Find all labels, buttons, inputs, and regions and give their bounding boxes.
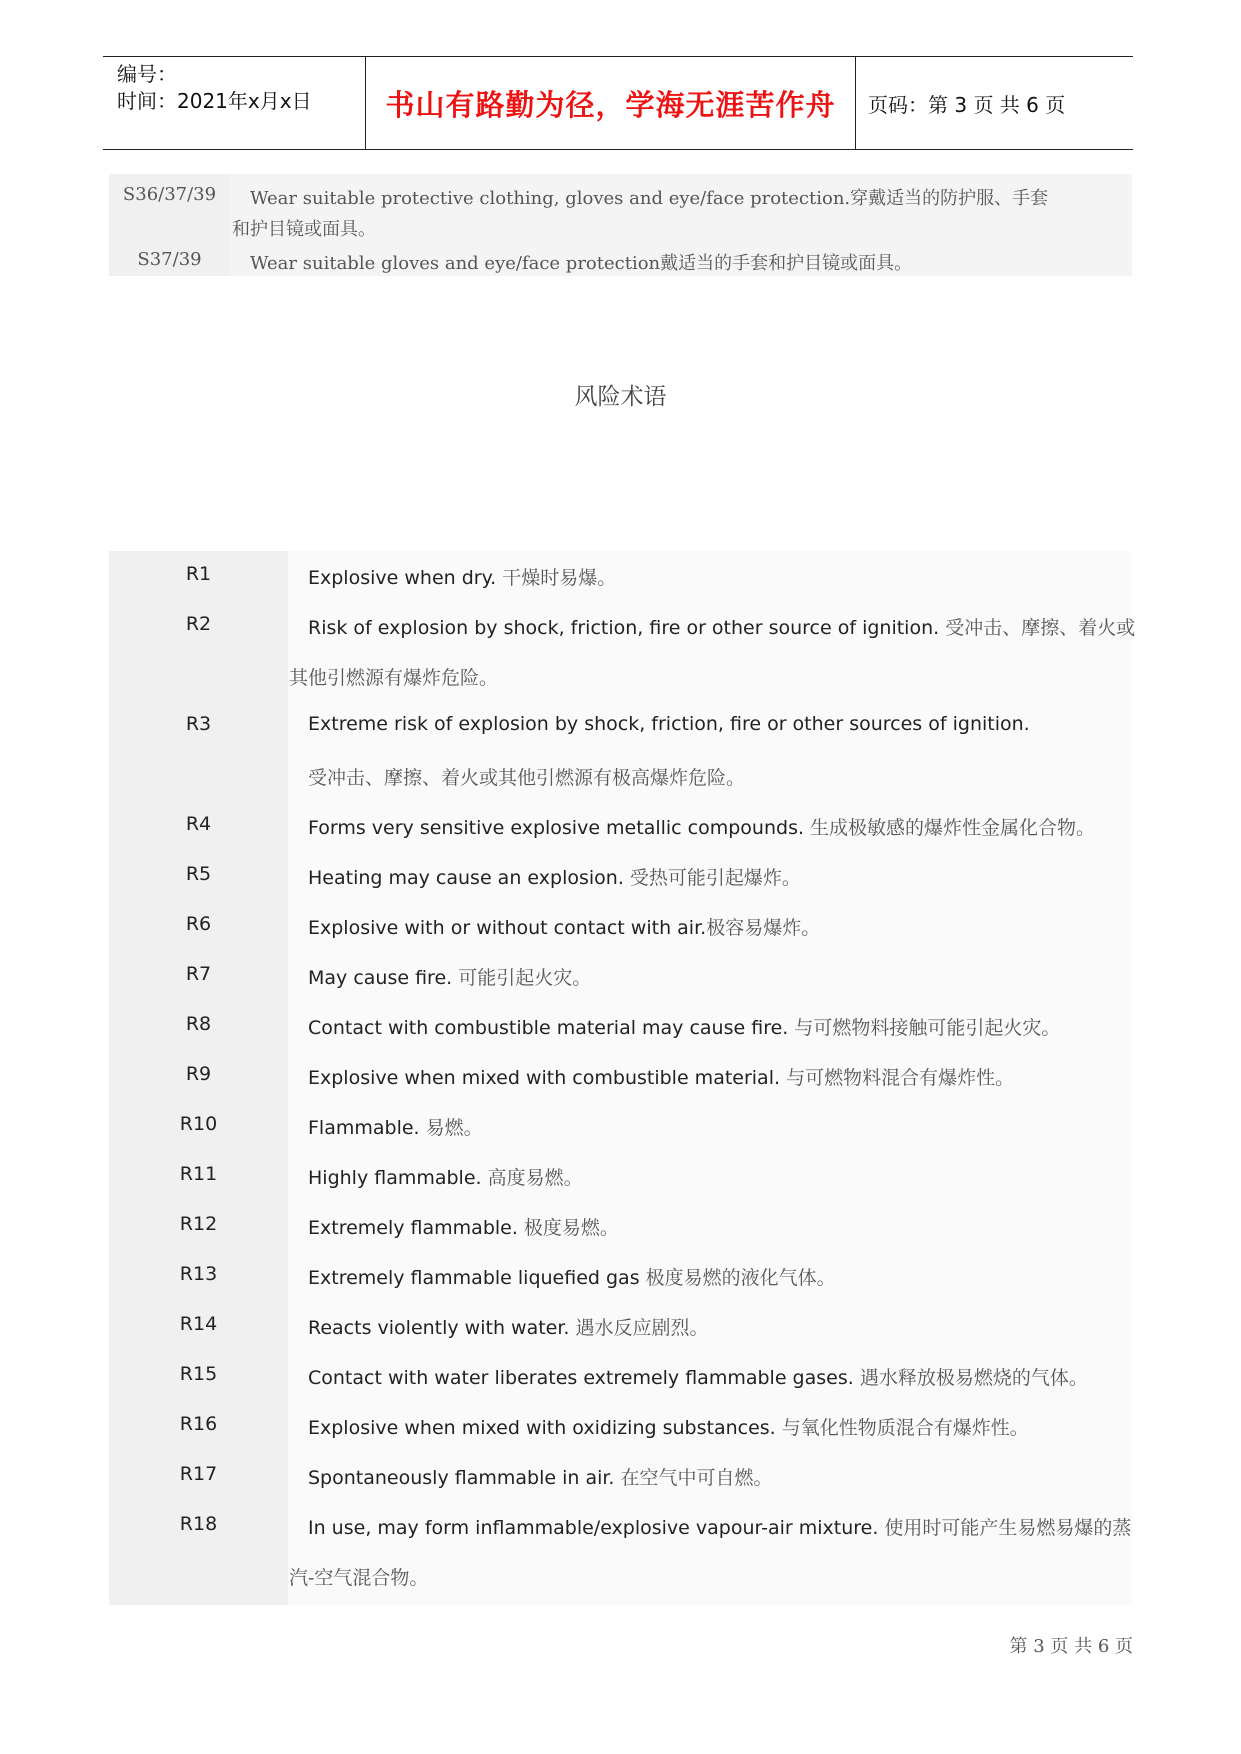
number-label: 编号：	[117, 62, 177, 86]
motto: 书山有路勤为径，学海无涯苦作舟	[385, 87, 836, 122]
r-phrase-table	[109, 551, 1136, 1605]
s-text: Wear suitable protective clothing, gloves and eye/face protection.穿戴适当的防护服、手套	[250, 188, 1049, 209]
s-phrase-table	[109, 174, 1132, 276]
header-page-cell	[856, 57, 1133, 149]
r-text-zh: 受热可能引起爆炸。	[623, 867, 801, 889]
r-code: R1	[185, 563, 212, 585]
section-title: 风险术语	[574, 384, 667, 410]
r-code: R9	[185, 1063, 212, 1085]
header-info-cell	[103, 57, 365, 149]
r-text-zh: 在空气中可自燃。	[614, 1467, 773, 1489]
r-text-zh: 生成极敏感的爆炸性金属化合物。	[804, 817, 1096, 839]
r-text	[308, 1513, 1131, 1540]
r-text-zh: 干燥时易爆。	[496, 567, 617, 589]
r-text-en: Extremely flammable.	[308, 1217, 518, 1239]
r-code: R18	[179, 1513, 218, 1535]
page-header	[103, 56, 1133, 150]
r-text	[308, 1013, 1060, 1040]
r-code: R7	[185, 963, 212, 985]
r-text-cont: 其他引燃源有爆炸危险。	[289, 667, 499, 689]
r-text-cont: 汽-空气混合物。	[289, 1567, 429, 1589]
r-text-zh: 使用时可能产生易燃易爆的蒸	[878, 1517, 1132, 1539]
r-text-en: Extremely flammable liquefied gas	[308, 1267, 640, 1289]
header-page-label: 页码：第 3 页 共 6 页	[868, 92, 1066, 117]
time-label: 时间：2021年x月x日	[117, 89, 312, 113]
r-code: R8	[185, 1013, 212, 1035]
r-text-zh: 遇水释放极易燃烧的气体。	[853, 1367, 1088, 1389]
header-motto-cell	[365, 57, 856, 149]
r-text-zh: 极容易爆炸。	[706, 917, 821, 939]
r-text	[308, 963, 591, 990]
r-code: R12	[179, 1213, 218, 1235]
r-text-en: Explosive with or without contact with air.	[308, 917, 707, 939]
r-text-en: Contact with water liberates extremely flammable gases.	[308, 1367, 854, 1389]
r-text-en: Explosive when dry.	[308, 567, 497, 589]
r-code: R11	[179, 1163, 218, 1185]
r-text-en: Flammable.	[308, 1117, 420, 1139]
r-text-en: Forms very sensitive explosive metallic compounds.	[308, 817, 805, 839]
r-code: R17	[179, 1463, 218, 1485]
r-code: R15	[179, 1363, 218, 1385]
r-text	[308, 1413, 1029, 1440]
r-text-en: Explosive when mixed with oxidizing substances.	[308, 1417, 776, 1439]
r-text-en: Highly flammable.	[308, 1167, 482, 1189]
r-text-zh: 可能引起火灾。	[452, 967, 592, 989]
r-code: R6	[185, 913, 212, 935]
r-text-en: Risk of explosion by shock, friction, fire or other source of ignition.	[308, 617, 940, 639]
r-code: R2	[185, 613, 212, 635]
r-text	[308, 1063, 1014, 1090]
r-text	[308, 563, 616, 590]
r-text-zh: 极度易燃。	[517, 1217, 619, 1239]
r-text	[308, 1163, 583, 1190]
r-text-en: Heating may cause an explosion.	[308, 867, 624, 889]
r-text-zh: 受冲击、摩擦、着火或	[939, 617, 1136, 639]
r-text-cont: 受冲击、摩擦、着火或其他引燃源有极高爆炸危险。	[308, 767, 746, 789]
r-text-en: Reacts violently with water.	[308, 1317, 570, 1339]
r-text-en: Explosive when mixed with combustible material.	[308, 1067, 781, 1089]
r-text-zh: 极度易燃的液化气体。	[639, 1267, 836, 1289]
page-footer: 第 3 页 共 6 页	[1009, 1636, 1133, 1657]
r-text	[308, 863, 801, 890]
r-text	[308, 613, 1135, 640]
r-code: R10	[179, 1113, 218, 1135]
r-code: R14	[179, 1313, 218, 1335]
r-text	[308, 813, 1095, 840]
r-text-zh: 遇水反应剧烈。	[569, 1317, 709, 1339]
r-text-en: Extreme risk of explosion by shock, friction, fire or other sources of ignition.	[308, 713, 1030, 735]
r-text-zh: 与可燃物料混合有爆炸性。	[780, 1067, 1015, 1089]
s-code: S37/39	[137, 249, 202, 270]
s-code: S36/37/39	[122, 184, 217, 205]
r-text	[308, 1113, 483, 1140]
r-text	[308, 1313, 709, 1340]
r-text-en: In use, may form inflammable/explosive vapour-air mixture.	[308, 1517, 879, 1539]
r-text-en: Contact with combustible material may cause fire.	[308, 1017, 789, 1039]
r-text	[308, 1463, 773, 1490]
r-text	[308, 713, 1030, 735]
r-text-zh: 与氧化性物质混合有爆炸性。	[775, 1417, 1029, 1439]
r-text	[308, 913, 820, 940]
s-text-cont: 和护目镜或面具。	[232, 219, 376, 240]
r-text-zh: 易燃。	[419, 1117, 483, 1139]
r-code: R13	[179, 1263, 218, 1285]
r-text	[308, 1363, 1088, 1390]
r-code: R5	[185, 863, 212, 885]
r-text	[308, 1213, 619, 1240]
r-text-zh: 与可燃物料接触可能引起火灾。	[788, 1017, 1061, 1039]
r-code: R4	[185, 813, 212, 835]
r-text-en: Spontaneously flammable in air.	[308, 1467, 615, 1489]
s-text: Wear suitable gloves and eye/face protection戴适当的手套和护目镜或面具。	[250, 253, 913, 274]
r-text-zh: 高度易燃。	[481, 1167, 583, 1189]
r-code: R3	[185, 713, 212, 735]
r-code: R16	[179, 1413, 218, 1435]
r-text	[308, 1263, 836, 1290]
r-text-en: May cause fire.	[308, 967, 453, 989]
